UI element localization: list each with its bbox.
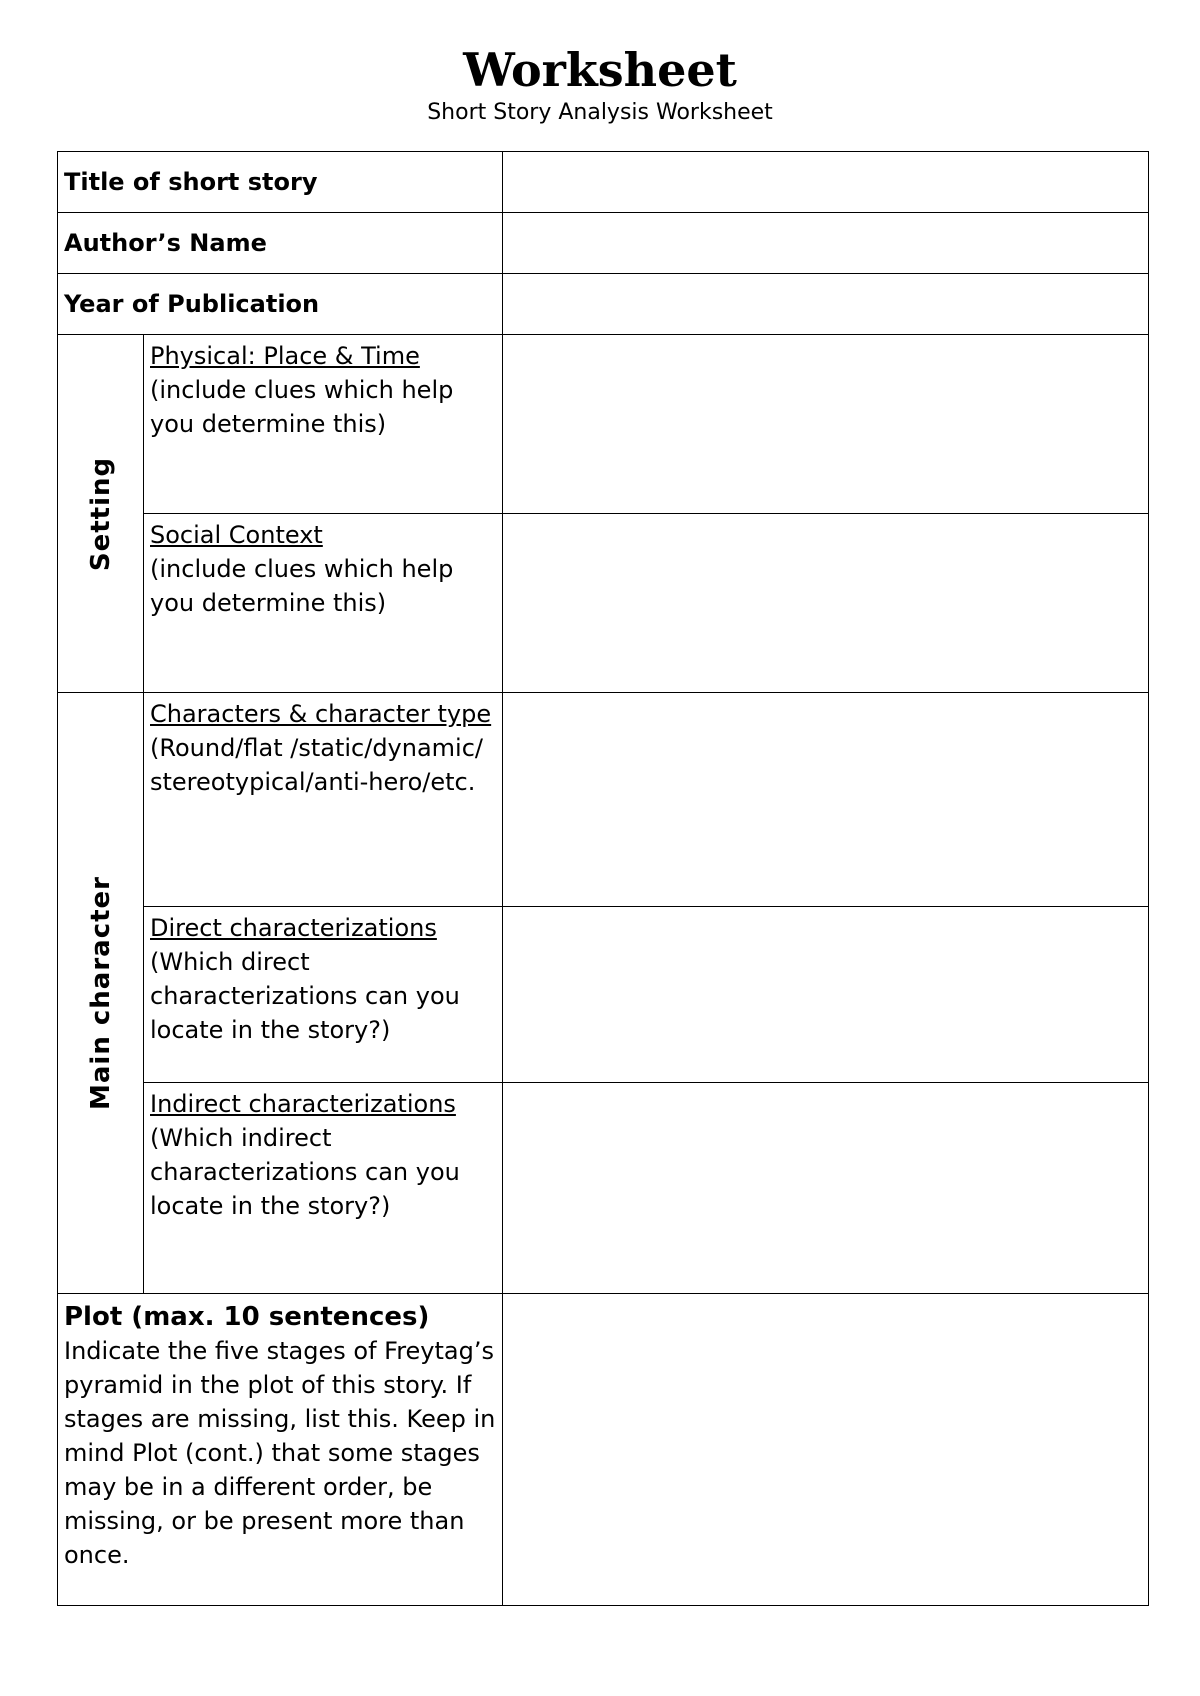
social-hint: (include clues which help you determine this) bbox=[150, 555, 454, 617]
character-types-heading: Characters & character type bbox=[150, 700, 492, 728]
plot-heading: Plot (max. 10 sentences) bbox=[64, 1302, 430, 1332]
indirect-cell bbox=[144, 1083, 503, 1294]
plot-answer-field[interactable] bbox=[503, 1294, 1149, 1606]
table-row bbox=[58, 274, 1149, 335]
direct-hint: (Which direct characterizations can you locate in the story?) bbox=[150, 948, 460, 1044]
character-types-cell bbox=[144, 693, 503, 907]
indirect-hint: (Which indirect characterizations can you locate in the story?) bbox=[150, 1124, 460, 1220]
direct-answer-field[interactable] bbox=[503, 907, 1149, 1083]
social-cell bbox=[144, 514, 503, 693]
main-character-group-label: Main character bbox=[85, 875, 116, 1111]
plot-instructions: Indicate the five stages of Freytag’s pyramid in the plot of this story. If stages are missing, list this. Keep in mind Plot (cont.) that some stages may be in a different order, be missing, or be present more than once. bbox=[64, 1337, 496, 1569]
setting-group-label: Setting bbox=[85, 456, 116, 571]
table-row bbox=[58, 1294, 1149, 1606]
title-answer-field[interactable] bbox=[503, 152, 1149, 213]
title-label: Title of short story bbox=[58, 152, 503, 213]
physical-cell bbox=[144, 335, 503, 514]
table-row bbox=[58, 514, 1149, 693]
year-label: Year of Publication bbox=[58, 274, 503, 335]
direct-cell bbox=[144, 907, 503, 1083]
character-types-answer-field[interactable] bbox=[503, 693, 1149, 907]
main-character-group-cell bbox=[58, 693, 144, 1294]
table-row bbox=[58, 693, 1149, 907]
indirect-answer-field[interactable] bbox=[503, 1083, 1149, 1294]
worksheet-table bbox=[57, 151, 1149, 1606]
social-heading: Social Context bbox=[150, 521, 323, 549]
page-subtitle: Short Story Analysis Worksheet bbox=[427, 100, 773, 125]
plot-cell bbox=[58, 1294, 503, 1606]
table-row bbox=[58, 152, 1149, 213]
table-row bbox=[58, 1083, 1149, 1294]
physical-answer-field[interactable] bbox=[503, 335, 1149, 514]
author-answer-field[interactable] bbox=[503, 213, 1149, 274]
page-title: Worksheet bbox=[463, 43, 737, 97]
table-row bbox=[58, 213, 1149, 274]
physical-hint: (include clues which help you determine this) bbox=[150, 376, 454, 438]
author-label: Author’s Name bbox=[58, 213, 503, 274]
character-types-hint: (Round/flat /static/dynamic/ stereotypical/anti-hero/etc. bbox=[150, 734, 483, 796]
physical-heading: Physical: Place & Time bbox=[150, 342, 420, 370]
indirect-heading: Indirect characterizations bbox=[150, 1090, 456, 1118]
setting-group-cell bbox=[58, 335, 144, 693]
social-answer-field[interactable] bbox=[503, 514, 1149, 693]
year-answer-field[interactable] bbox=[503, 274, 1149, 335]
table-row bbox=[58, 335, 1149, 514]
table-row bbox=[58, 907, 1149, 1083]
direct-heading: Direct characterizations bbox=[150, 914, 437, 942]
